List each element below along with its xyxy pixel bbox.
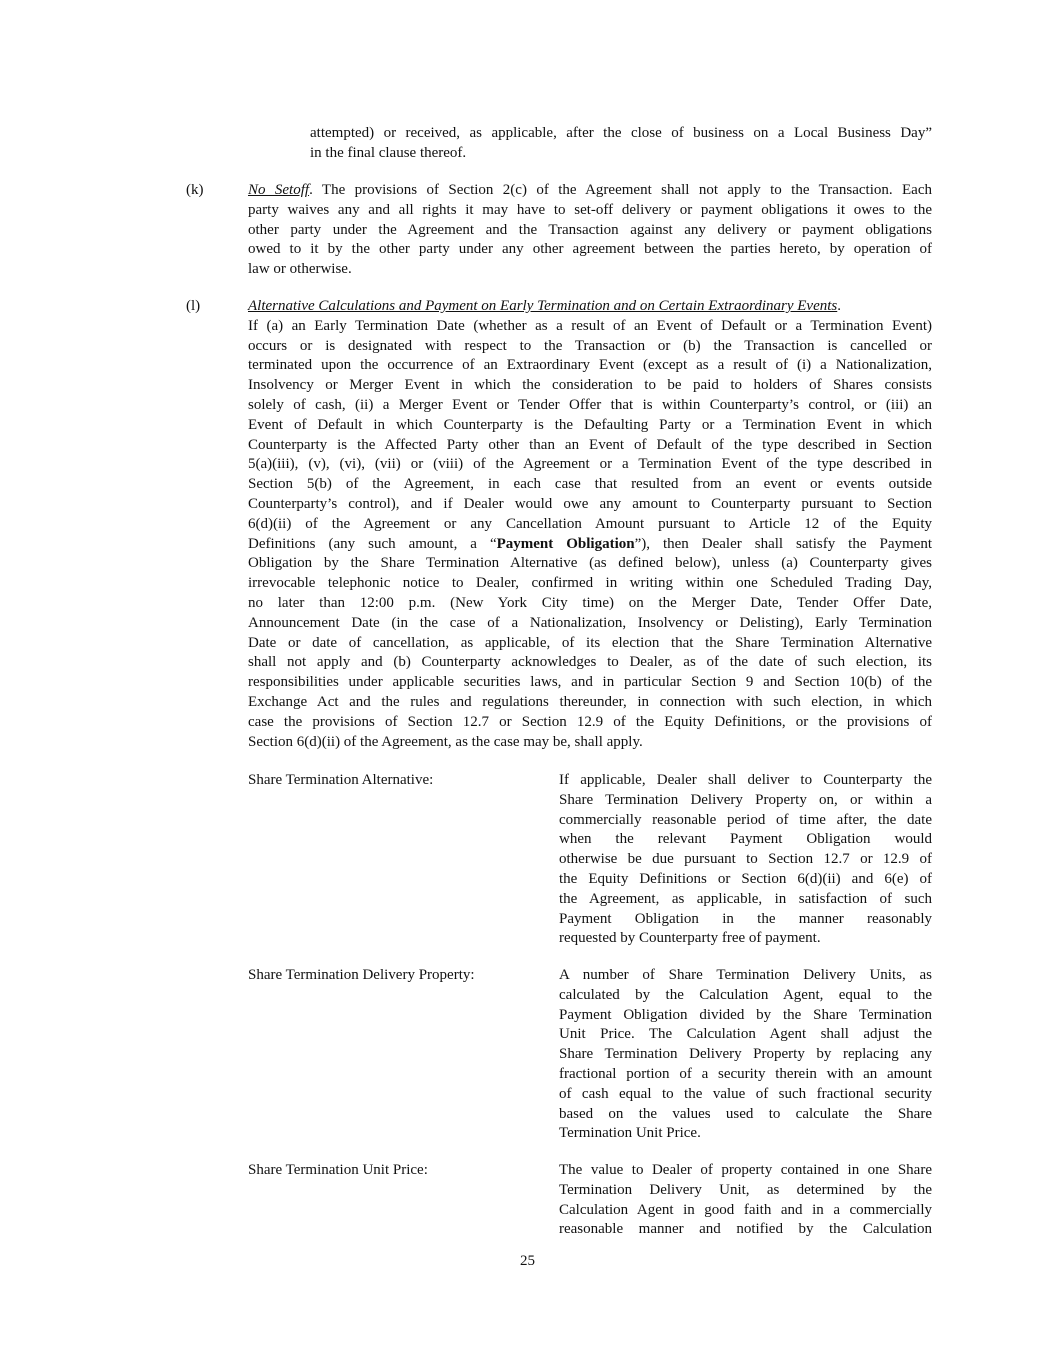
text-line: party waives any and all rights it may have to set-off delivery or payment obligations it owes to the	[248, 201, 932, 218]
text-line: Insolvency or Merger Event in which the consideration to be paid to holders of Shares consists	[248, 377, 932, 394]
definition-value	[559, 771, 932, 949]
text-line: solely of cash, (ii) a Merger Event or Tender Offer that is within Counterparty’s control, or (iii) an	[248, 396, 932, 413]
definition-term	[248, 771, 548, 791]
text-line: requested by Counterparty free of payment.	[559, 930, 821, 947]
text-run: Definitions (any such amount, a “	[248, 535, 497, 552]
text-line: Payment Obligation in the manner reasonably	[559, 910, 932, 927]
text-line: terminated upon the occurrence of an Extraordinary Event (except as a result of (i) a Nationalization,	[248, 357, 932, 374]
text-line: Payment Obligation divided by the Share Termination	[559, 1006, 932, 1023]
text-line: Exchange Act and the rules and regulations thereunder, in connection with such election, in which	[248, 693, 932, 710]
text-line: Obligation by the Share Termination Alternative (as defined below), unless (a) Counterparty gives	[248, 555, 932, 572]
heading-text: No Setoff	[248, 182, 310, 198]
text-line: Announcement Date (in the case of a Nationalization, Insolvency or Delisting), Early Termination	[248, 614, 932, 631]
text-line: in the final clause thereof.	[310, 144, 467, 161]
text-line: If (a) an Early Termination Date (whether as a result of an Event of Default or a Termination Event)	[248, 317, 932, 334]
text-line: calculated by the Calculation Agent, equal to the	[559, 986, 932, 1003]
text-line: of cash equal to the value of such fractional security	[559, 1085, 932, 1102]
text-line: The value to Dealer of property contained in one Share	[559, 1162, 932, 1178]
text-line: Event of Default in which Counterparty is the Defaulting Party or a Termination Event in which	[248, 416, 932, 433]
text-line: 6(d)(ii) of the Agreement or any Cancellation Amount pursuant to Article 12 of the Equity	[248, 515, 932, 532]
text-line: responsibilities under applicable securities laws, and in particular Section 9 and Section 10(b) of the	[248, 674, 932, 691]
text-line: case the provisions of Section 12.7 or Section 12.9 of the Equity Definitions, or the provisions of	[248, 713, 932, 730]
text-line: shall not apply and (b) Counterparty acknowledges to Dealer, as of the date of such election, its	[248, 654, 932, 671]
text-line: the Equity Definitions or Section 6(d)(ii) and 6(e) of	[559, 870, 932, 887]
page-number: 25	[520, 1253, 535, 1269]
text-line: owed to it by the other party under any other agreement between the parties hereto, by operation of	[248, 241, 932, 258]
text-line: Share Termination Alternative:	[248, 772, 434, 788]
definition-value	[559, 966, 932, 1144]
text-line: Share Termination Delivery Property by replacing any	[559, 1046, 932, 1063]
text-line: A number of Share Termination Delivery Units, as	[559, 967, 932, 983]
text-line: irrevocable telephonic notice to Dealer, confirmed in writing within one Scheduled Trading Day,	[248, 575, 932, 592]
definition-value	[559, 1161, 932, 1240]
text-line: fractional portion of a security therein with an amount	[559, 1065, 932, 1082]
paragraph-k	[248, 181, 932, 280]
definition-term	[248, 1161, 548, 1181]
text-line	[248, 181, 932, 201]
text-line: Share Termination Delivery Property on, or within a	[559, 791, 932, 808]
defined-term: Payment Obligation	[496, 535, 635, 552]
text-line: occurs or is designated with respect to the Transaction or (b) the Transaction is cancelled or	[248, 337, 932, 354]
text-line: no later than 12:00 p.m. (New York City time) on the Merger Date, Tender Offer Date,	[248, 594, 932, 611]
text-run: ”), then Dealer shall satisfy the Payment	[634, 535, 932, 552]
text-line: otherwise be due pursuant to Section 12.7 or 12.9 of	[559, 851, 932, 868]
text-line: reasonable manner and notified by the Calculation	[559, 1221, 932, 1238]
text-line: based on the values used to calculate the Share	[559, 1105, 932, 1122]
text-line: Share Termination Unit Price:	[248, 1162, 428, 1178]
text-run: .	[837, 298, 841, 314]
continued-clause	[310, 124, 932, 164]
text-line: Counterparty is the Affected Party other than an Event of Default of the type described in Section	[248, 436, 932, 453]
text-line: Section 6(d)(ii) of the Agreement, as the case may be, shall apply.	[248, 733, 643, 750]
text-run: . The provisions of Section 2(c) of the Agreement shall not apply to the Transaction. Each	[309, 182, 932, 198]
text-line: when the relevant Payment Obligation would	[559, 831, 932, 848]
section-label: (l)	[186, 298, 201, 314]
text-line	[248, 535, 932, 555]
text-line	[248, 297, 932, 317]
paragraph-l	[248, 297, 932, 752]
text-line: Termination Unit Price.	[559, 1125, 701, 1142]
text-line: Calculation Agent in good faith and in a commercially	[559, 1201, 932, 1218]
text-line: the Agreement, as applicable, in satisfaction of such	[559, 890, 932, 907]
definition-term	[248, 966, 548, 986]
text-line: law or otherwise.	[248, 261, 352, 278]
text-line: Date or date of cancellation, as applicable, of its election that the Share Termination Alternative	[248, 634, 932, 651]
text-line: If applicable, Dealer shall deliver to Counterparty the	[559, 772, 932, 788]
text-line: Share Termination Delivery Property:	[248, 967, 475, 983]
section-label: (k)	[186, 182, 204, 198]
text-line: Section 5(b) of the Agreement, in each case that resulted from an event or events outside	[248, 476, 932, 493]
text-line: 5(a)(iii), (v), (vi), (vii) or (viii) of the Agreement or a Termination Event of the type described in	[248, 456, 932, 473]
text-line: commercially reasonable period of time after, the date	[559, 811, 932, 828]
text-line: Termination Delivery Unit, as determined by the	[559, 1181, 932, 1198]
text-line: attempted) or received, as applicable, after the close of business on a Local Business Day”	[310, 125, 932, 141]
heading-text: Alternative Calculations and Payment on Early Termination and on Certain Extraordinary Events	[248, 298, 838, 314]
text-line: Unit Price. The Calculation Agent shall adjust the	[559, 1026, 932, 1043]
text-line: Counterparty’s control), and if Dealer would owe any amount to Counterparty pursuant to Section	[248, 495, 932, 512]
text-line: other party under the Agreement and the Transaction against any delivery or payment obligations	[248, 221, 932, 238]
